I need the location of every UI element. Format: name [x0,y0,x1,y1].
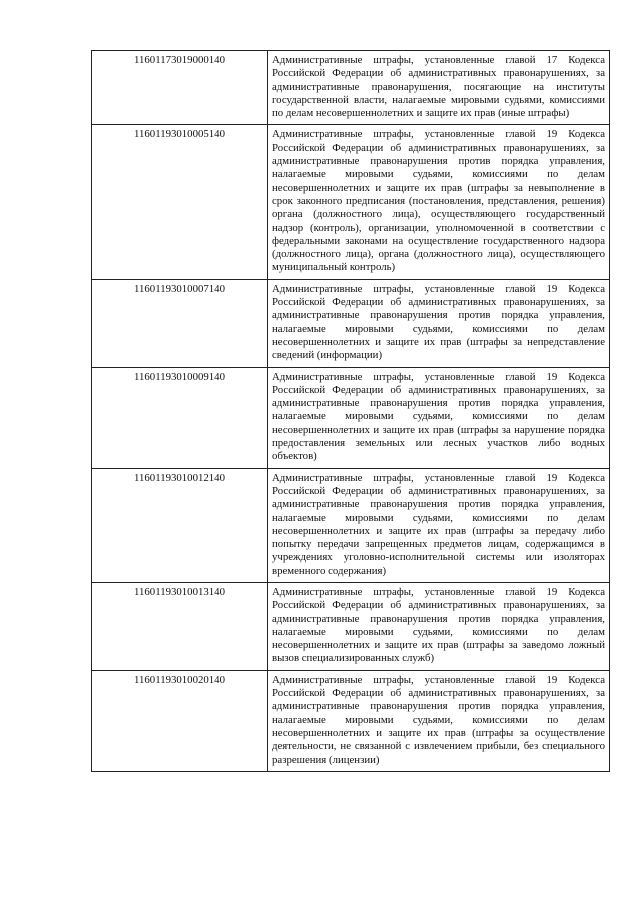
description-cell: Административные штрафы, установленные главой 19 Кодекса Российской Федерации об административных правонарушениях, за административные правонарушения против порядка управления, налагаемые мировыми судьями, комиссиями по делам несовершеннолетних и защите их прав (штрафы за заведомо ложный вызов специализированных служб) [268,582,610,670]
description-cell: Административные штрафы, установленные главой 19 Кодекса Российской Федерации об административных правонарушениях, за административные правонарушения против порядка управления, налагаемые мировыми судьями, комиссиями по делам несовершеннолетних и защите их прав (штрафы за непредставление сведений (информации) [268,279,610,367]
description-cell: Административные штрафы, установленные главой 19 Кодекса Российской Федерации об административных правонарушениях, за административные правонарушения против порядка управления, налагаемые мировыми судьями, комиссиями по делам несовершеннолетних и защите их прав (штрафы за нарушение порядка предоставления земельных или лесных участков либо водных объектов) [268,367,610,468]
code-cell: 11601193010013140 [92,582,268,670]
description-cell: Административные штрафы, установленные главой 19 Кодекса Российской Федерации об административных правонарушениях, за административные правонарушения против порядка управления, налагаемые мировыми судьями, комиссиями по делам несовершеннолетних и защите их прав (штрафы за передачу либо попытку передачи запрещенных предметов лицам, содержащимся в учреждениях уголовно-исполнительной системы или изоляторах временного содержания) [268,468,610,582]
table-row [92,582,610,670]
table-row [92,670,610,771]
code-cell: 11601193010020140 [92,670,268,771]
table-row [92,51,610,125]
code-cell: 11601173019000140 [92,51,268,125]
code-cell: 11601193010007140 [92,279,268,367]
table-row [92,125,610,279]
description-cell: Административные штрафы, установленные главой 19 Кодекса Российской Федерации об административных правонарушениях, за административные правонарушения против порядка управления, налагаемые мировыми судьями, комиссиями по делам несовершеннолетних и защите их прав (штрафы за невыполнение в срок законного предписания (постановления, представления, решения) органа (должностного лица), осуществляющего государственный надзор (контроль), организации, уполномоченной в соответствии с федеральными законами на осуществление государственного надзора (должностного лица), органа (должностного лица), осуществляющего муниципальный контроль) [268,125,610,279]
table-row [92,367,610,468]
code-cell: 11601193010009140 [92,367,268,468]
table-row [92,279,610,367]
code-cell: 11601193010005140 [92,125,268,279]
table-row [92,468,610,582]
description-cell: Административные штрафы, установленные главой 17 Кодекса Российской Федерации об административных правонарушениях, за административные правонарушения, посягающие на институты государственной власти, налагаемые мировыми судьями, комиссиями по делам несовершеннолетних и защите их прав (иные штрафы) [268,51,610,125]
code-cell: 11601193010012140 [92,468,268,582]
description-cell: Административные штрафы, установленные главой 19 Кодекса Российской Федерации об административных правонарушениях, за административные правонарушения против порядка управления, налагаемые мировыми судьями, комиссиями по делам несовершеннолетних и защите их прав (штрафы за осуществление деятельности, не связанной с извлечением прибыли, без специального разрешения (лицензии) [268,670,610,771]
budget-codes-table [91,50,610,772]
